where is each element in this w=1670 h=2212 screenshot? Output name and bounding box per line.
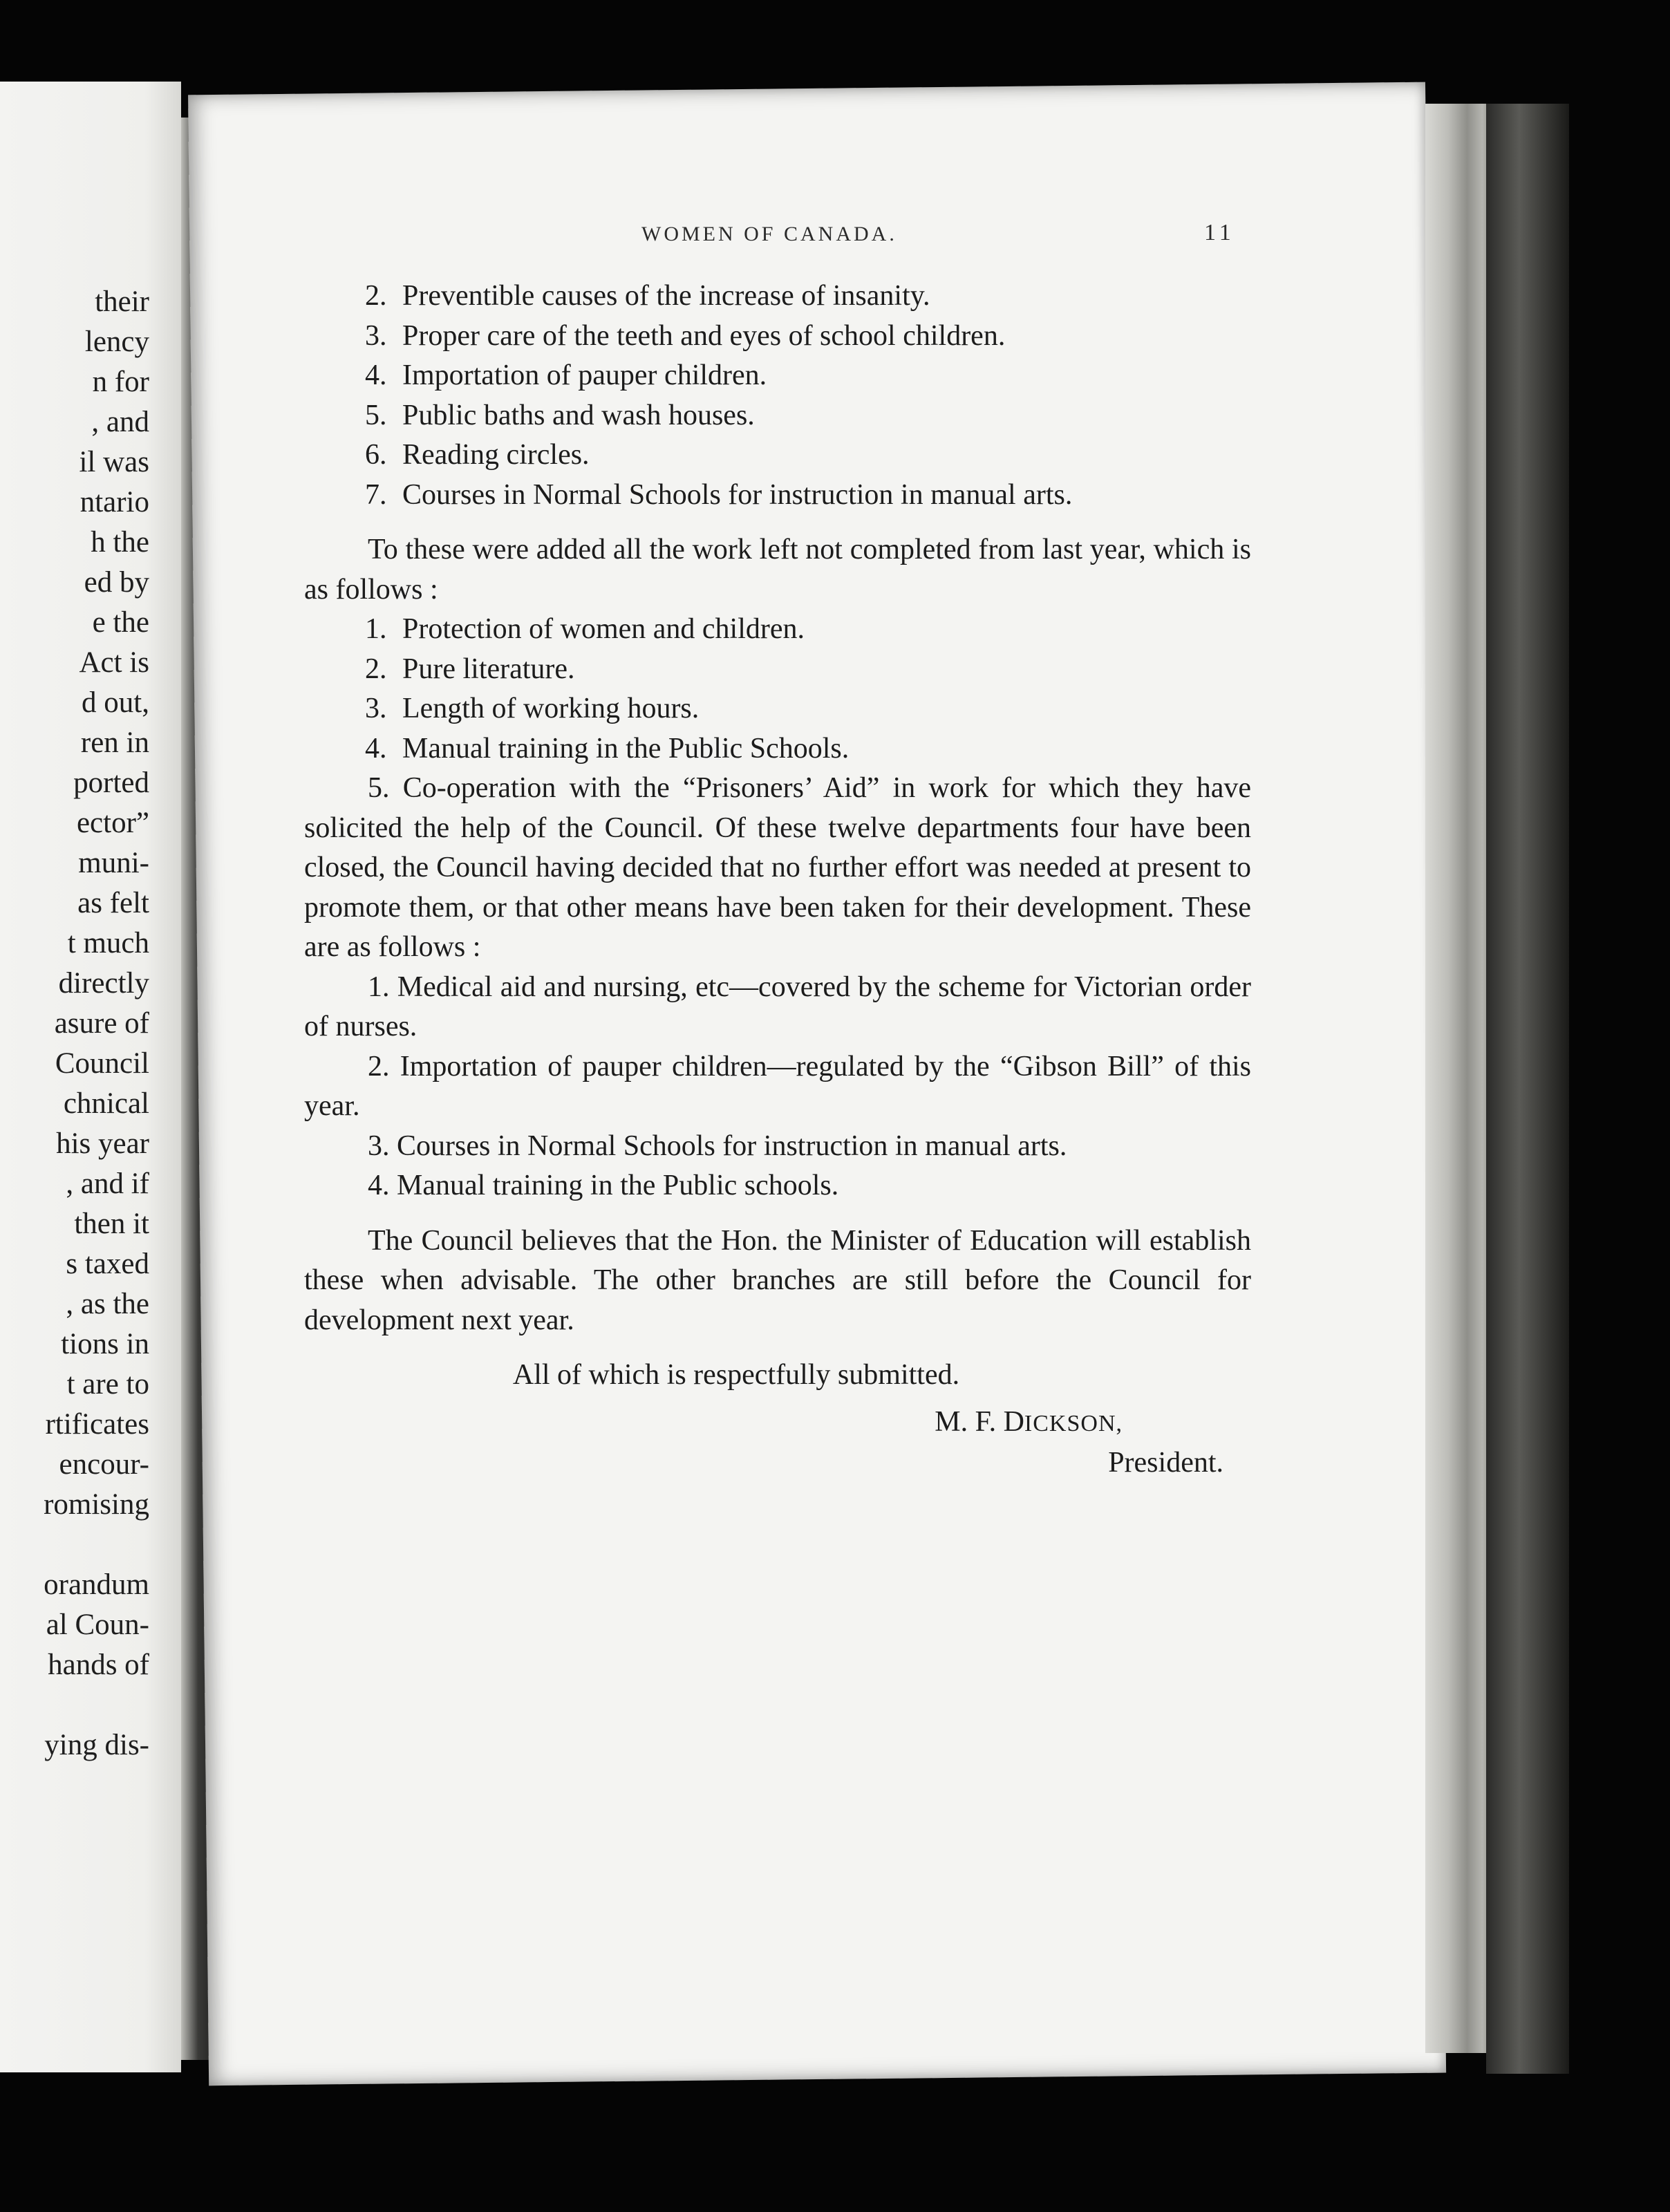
closed-item-2: 2. Importation of pauper children—regulated by the “Gibson Bill” of this year. <box>304 1050 1251 1122</box>
list-item-text: Preventible causes of the increase of insanity. <box>402 280 930 312</box>
left-facing-page <box>0 82 181 2072</box>
left-page-line: Act is <box>79 646 149 679</box>
left-page-line: ector” <box>76 807 149 839</box>
list-item-number: 4. <box>365 732 387 765</box>
left-page-line: as felt <box>77 887 149 919</box>
list-item <box>304 729 1251 769</box>
list-item <box>304 650 1251 690</box>
left-page-line: ying dis- <box>44 1729 149 1761</box>
left-page-line: ntario <box>79 486 149 518</box>
page-body <box>304 276 1251 1483</box>
list-carried-over <box>304 610 1251 769</box>
signature-title: President. <box>1108 1447 1223 1479</box>
left-page-line: s taxed <box>66 1248 149 1280</box>
left-page-line: d out, <box>82 686 149 719</box>
book-cover-edge <box>1486 104 1569 2074</box>
list-item-text: Pure literature. <box>402 653 575 685</box>
list-item-text: Manual training in the Public Schools. <box>402 732 850 765</box>
closing-line: All of which is respectfully submitted. <box>512 1359 960 1391</box>
list-item-number: 1. <box>365 613 387 645</box>
left-page-line: , as the <box>66 1288 149 1320</box>
left-page-line: hands of <box>48 1649 149 1681</box>
list-item-number: 4. <box>365 359 387 391</box>
list-item-number: 7. <box>365 478 387 511</box>
list-item <box>304 610 1251 650</box>
left-page-line: ren in <box>80 727 149 759</box>
left-page-line: romising <box>44 1488 149 1521</box>
left-page-line: t much <box>67 927 149 959</box>
left-page-line: , and <box>91 406 149 438</box>
page-number: 11 <box>1204 220 1235 245</box>
left-page-line: ported <box>73 767 149 799</box>
left-page-line: t are to <box>66 1368 149 1400</box>
list-item-text: Public baths and wash houses. <box>402 399 755 431</box>
list-item-text: Protection of women and children. <box>402 613 805 645</box>
signature-surname: ICKSON, <box>1024 1410 1123 1436</box>
list-item <box>304 689 1251 729</box>
left-page-line: , and if <box>66 1168 149 1200</box>
list-item-text: Proper care of the teeth and eyes of school children. <box>402 319 1006 352</box>
list-item-number: 6. <box>365 439 387 471</box>
left-page-line: encour- <box>59 1448 149 1481</box>
list-item-number: 3. <box>365 693 387 724</box>
intro-paragraph: To these were added all the work left not completed from last year, which is as follows : <box>304 534 1251 606</box>
list-item-number: 5. <box>365 399 387 431</box>
left-page-line: tions in <box>61 1328 149 1360</box>
left-page-line: chnical <box>63 1087 149 1120</box>
closed-item-1: 1. Medical aid and nursing, etc—covered by the scheme for Victorian order of nurses. <box>304 971 1251 1042</box>
left-page-line: il was <box>79 446 149 478</box>
left-page-line: rtificates <box>45 1408 149 1441</box>
closed-item-4: 4. Manual training in the Public schools. <box>368 1170 839 1201</box>
left-page-line: muni- <box>78 847 149 879</box>
left-page-line: ed by <box>84 566 149 599</box>
closed-item-3: 3. Courses in Normal Schools for instruction in manual arts. <box>368 1130 1067 1162</box>
left-page-line: orandum <box>44 1568 149 1601</box>
list-item <box>304 396 1251 436</box>
left-page-line: lency <box>84 326 149 358</box>
left-page-line: then it <box>74 1208 149 1240</box>
paragraph-cooperation: 5. Co-operation with the “Prisoners’ Aid” in work for which they have solicited the help of the Council. Of these twelve departments four have been closed, the Council having decided that no further effort was needed at present to promote them, or that other means have been taken for their development. These are as follows : <box>304 772 1251 963</box>
left-page-line: their <box>95 285 149 318</box>
left-page-line: asure of <box>54 1007 149 1040</box>
list-item <box>304 317 1251 357</box>
list-item-number: 3. <box>365 319 387 352</box>
signature-initials: M. F. D <box>935 1405 1024 1438</box>
list-item-text: Importation of pauper children. <box>402 359 767 391</box>
running-title: WOMEN OF CANADA. <box>641 223 897 245</box>
left-page-line: Council <box>55 1047 149 1080</box>
list-item-text: Reading circles. <box>402 439 590 471</box>
list-item-number: 2. <box>365 280 387 312</box>
left-page-line: n for <box>92 366 149 398</box>
list-item <box>304 476 1251 516</box>
left-page-line: directly <box>58 967 149 1000</box>
list-item-text: Courses in Normal Schools for instruction in manual arts. <box>402 478 1073 511</box>
left-page-line: his year <box>56 1127 149 1160</box>
list-continued <box>304 276 1251 515</box>
list-item-text: Length of working hours. <box>402 693 700 724</box>
list-item <box>304 435 1251 476</box>
left-page-line: al Coun- <box>46 1609 149 1641</box>
left-page-line: e the <box>92 606 149 639</box>
signature-name-text <box>935 1406 1123 1438</box>
paragraph-council: The Council believes that the Hon. the Minister of Education will establish these when advisable. The other branches are still before the Council for development next year. <box>304 1224 1251 1336</box>
left-page-line: h the <box>91 526 149 559</box>
list-item-number: 2. <box>365 653 387 685</box>
signature-name <box>304 1403 1251 1444</box>
list-item <box>304 276 1251 317</box>
list-item <box>304 356 1251 396</box>
